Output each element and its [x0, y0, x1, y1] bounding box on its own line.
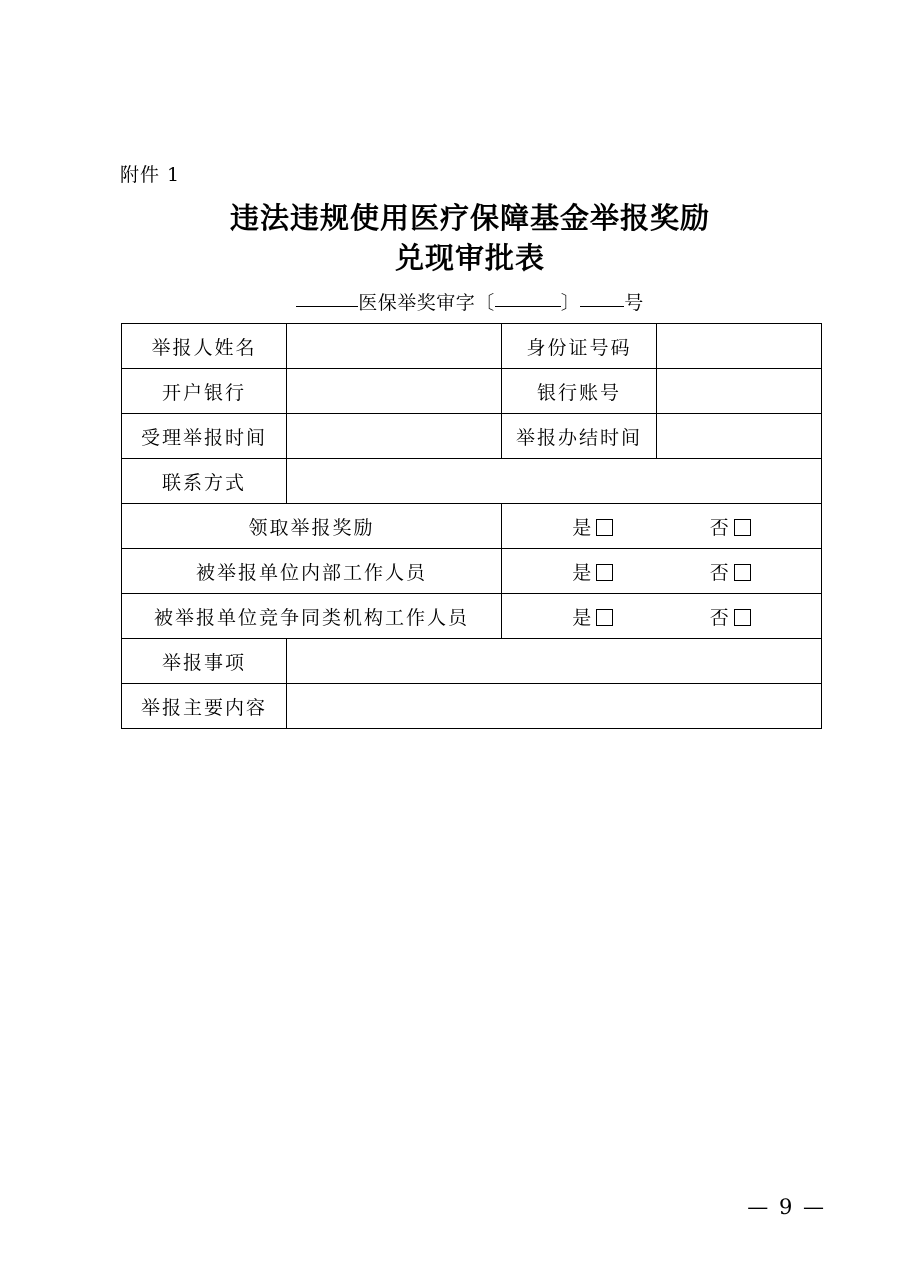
doc-number-prefix: 医保举奖审字 — [358, 292, 476, 314]
row-label-competitor-staff: 被举报单位竞争同类机构工作人员 — [122, 594, 502, 639]
internal-staff-no-option[interactable] — [710, 558, 751, 585]
table-row — [122, 549, 822, 594]
claim-reward-no-label: 否 — [709, 516, 730, 539]
claim-reward-no-option[interactable] — [710, 513, 751, 540]
row-value-internal-staff — [502, 549, 822, 594]
claim-reward-yes-label: 是 — [572, 516, 593, 539]
row-label-internal-staff: 被举报单位内部工作人员 — [122, 549, 502, 594]
doc-number-bracket-close: 〕 — [560, 292, 581, 314]
claim-reward-yes-checkbox[interactable] — [596, 519, 613, 536]
page-title-line2: 兑现审批表 — [394, 241, 545, 275]
row-value-bank-account[interactable] — [657, 369, 822, 414]
row-value-complete-time[interactable] — [657, 414, 822, 459]
competitor-staff-yes-checkbox[interactable] — [596, 609, 613, 626]
row-label-contact: 联系方式 — [122, 459, 287, 504]
row-value-accept-time[interactable] — [287, 414, 502, 459]
internal-staff-no-checkbox[interactable] — [734, 564, 751, 581]
row-value-report-content[interactable] — [287, 684, 822, 729]
row-value-claim-reward — [502, 504, 822, 549]
doc-number-suffix: 号 — [624, 292, 644, 314]
row-value-bank-name[interactable] — [287, 369, 502, 414]
doc-number-blank-serial — [580, 306, 624, 307]
attachment-label: 附件 1 — [120, 164, 181, 186]
competitor-staff-yes-label: 是 — [572, 606, 593, 629]
claim-reward-no-checkbox[interactable] — [734, 519, 751, 536]
row-value-competitor-staff — [502, 594, 822, 639]
page-title — [120, 198, 820, 278]
page-title-line1: 违法违规使用医疗保障基金举报奖励 — [229, 201, 710, 235]
table-row — [122, 369, 822, 414]
internal-staff-no-label: 否 — [709, 561, 730, 584]
table-row — [122, 459, 822, 504]
competitor-staff-no-option[interactable] — [710, 603, 751, 630]
row-label-bank-account: 银行账号 — [502, 369, 657, 414]
competitor-staff-no-checkbox[interactable] — [734, 609, 751, 626]
row-label-claim-reward: 领取举报奖励 — [122, 504, 502, 549]
competitor-staff-yes-option[interactable] — [572, 603, 613, 630]
doc-number-bracket-open: 〔 — [475, 292, 495, 314]
row-label-id-number: 身份证号码 — [502, 324, 657, 369]
row-label-complete-time: 举报办结时间 — [502, 414, 657, 459]
row-label-report-matters: 举报事项 — [122, 639, 287, 684]
row-value-contact[interactable] — [287, 459, 822, 504]
row-label-accept-time: 受理举报时间 — [122, 414, 287, 459]
table-row — [122, 504, 822, 549]
row-label-report-content: 举报主要内容 — [122, 684, 287, 729]
approval-form-table — [121, 323, 822, 729]
table-row — [122, 594, 822, 639]
doc-number-blank-prefix — [296, 306, 358, 307]
table-row — [122, 639, 822, 684]
doc-number-blank-year — [495, 306, 561, 307]
table-row — [122, 684, 822, 729]
claim-reward-yes-option[interactable] — [572, 513, 613, 540]
row-label-bank-name: 开户银行 — [122, 369, 287, 414]
page-number: — 9 — — [747, 1195, 826, 1219]
competitor-staff-no-label: 否 — [709, 606, 730, 629]
row-value-report-matters[interactable] — [287, 639, 822, 684]
internal-staff-yes-label: 是 — [572, 561, 593, 584]
document-number-line — [120, 288, 820, 315]
row-value-id-number[interactable] — [657, 324, 822, 369]
row-value-reporter-name[interactable] — [287, 324, 502, 369]
table-row — [122, 324, 822, 369]
table-row — [122, 414, 822, 459]
row-label-reporter-name: 举报人姓名 — [122, 324, 287, 369]
internal-staff-yes-checkbox[interactable] — [596, 564, 613, 581]
internal-staff-yes-option[interactable] — [572, 558, 613, 585]
